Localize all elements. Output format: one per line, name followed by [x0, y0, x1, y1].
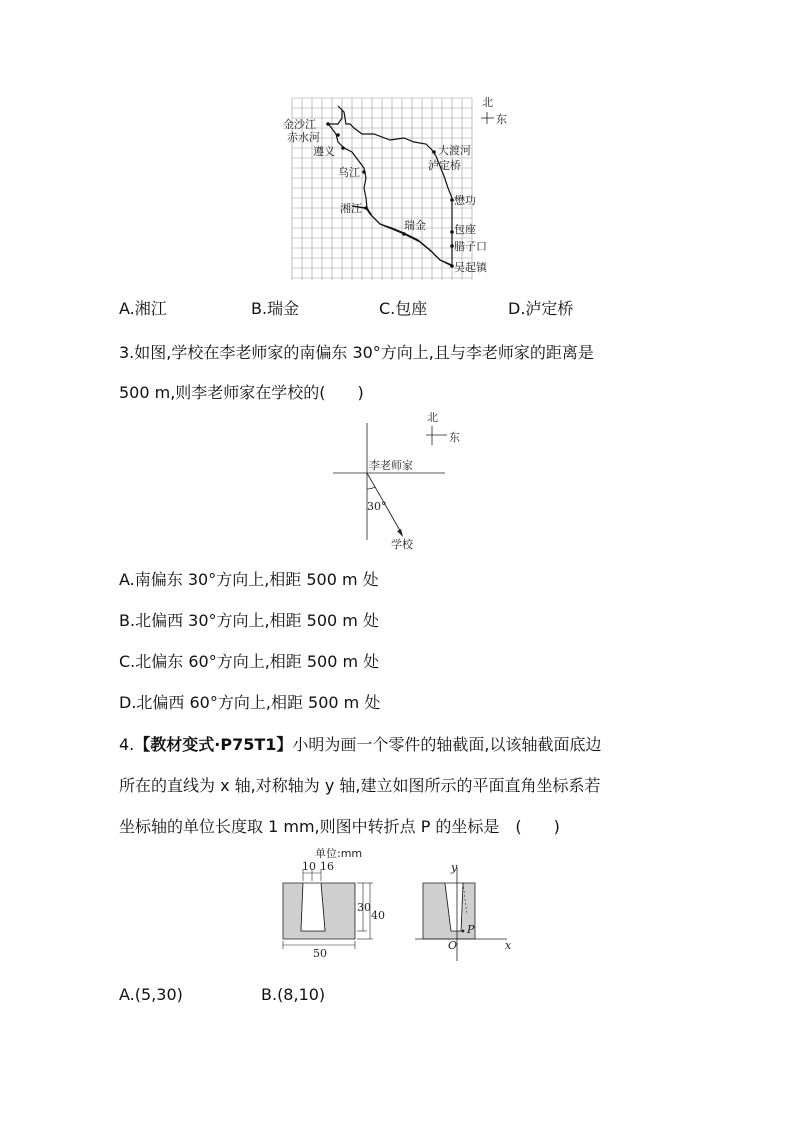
q3-option-c[interactable]: C.北偏东 60°方向上,相距 500 m 处 — [119, 652, 380, 671]
place-ludingqiao: 泸定桥 — [428, 159, 461, 172]
q2-option-b[interactable]: B.瑞金 — [251, 299, 300, 318]
q3-option-d[interactable]: D.北偏西 60°方向上,相距 500 m 处 — [119, 693, 381, 712]
q4-number: 4. — [119, 735, 135, 754]
q4-unit-label: 单位:mm — [315, 847, 363, 860]
q3-stem-line1: 3.如图,学校在李老师家的南偏东 30°方向上,且与李老师家的距离是 — [119, 343, 594, 362]
q4-stem-line1 — [119, 732, 601, 755]
q4-left-part — [283, 883, 355, 939]
q4-option-b[interactable]: B.(8,10) — [261, 985, 326, 1004]
place-baozuo: 包座 — [454, 223, 476, 236]
q4-x-label: x — [505, 939, 512, 952]
q3-stem-line2: 500 m,则李老师家在学校的( ) — [119, 383, 364, 402]
place-maogong: 懋功 — [454, 194, 476, 207]
q3-compass — [426, 411, 460, 445]
q4-p-label: P — [467, 923, 475, 936]
q4-source-tag: 【教材变式·P75T1】 — [134, 735, 293, 754]
map-compass — [481, 96, 507, 126]
svg-text:东: 东 — [449, 431, 460, 444]
place-jinshajiang: 金沙江 — [283, 118, 316, 131]
q4-y-label: y — [451, 861, 458, 874]
q2-option-a[interactable]: A.湘江 — [119, 299, 167, 318]
place-lazikou: 腊子口 — [454, 240, 487, 253]
q4-dim-30: 30 — [357, 901, 371, 914]
q3-school-label: 学校 — [391, 538, 413, 551]
q3-option-b[interactable]: B.北偏西 30°方向上,相距 500 m 处 — [119, 611, 379, 630]
q3-direction-figure — [325, 405, 475, 553]
svg-text:东: 东 — [496, 113, 507, 126]
q3-angle-label: 30° — [367, 500, 387, 513]
long-march-map — [280, 90, 520, 285]
place-zunyi: 遵义 — [313, 145, 335, 158]
q3-angle-arc — [367, 487, 375, 489]
q4-stem-text: 小明为画一个零件的轴截面,以该轴截面底边 — [292, 735, 602, 754]
q2-option-d[interactable]: D.泸定桥 — [508, 299, 574, 318]
q3-option-a[interactable]: A.南偏东 30°方向上,相距 500 m 处 — [119, 570, 379, 589]
q4-option-a[interactable]: A.(5,30) — [119, 985, 183, 1004]
q4-stem-line2: 所在的直线为 x 轴,对称轴为 y 轴,建立如图所示的平面直角坐标系若 — [119, 776, 601, 795]
place-wuqizhen: 吴起镇 — [454, 261, 487, 274]
q4-stem-line3: 坐标轴的单位长度取 1 mm,则图中转折点 P 的坐标是 ( ) — [119, 817, 560, 836]
place-daduhe: 大渡河 — [438, 144, 471, 157]
q3-arrow-head — [397, 529, 403, 537]
svg-text:北: 北 — [482, 96, 493, 109]
q2-option-c[interactable]: C.包座 — [379, 299, 428, 318]
q4-part-figures — [275, 845, 525, 963]
map-place-dots — [326, 122, 454, 268]
q4-origin-label: O — [448, 939, 458, 952]
q3-home-label: 李老师家 — [369, 459, 413, 472]
svg-text:北: 北 — [427, 411, 438, 424]
place-xiangjiang: 湘江 — [340, 202, 362, 215]
map-grid — [292, 98, 472, 280]
place-chishuihe: 赤水河 — [287, 131, 320, 144]
q4-dim-40: 40 — [371, 909, 385, 922]
q4-dim-16: 16 — [320, 860, 334, 873]
q4-dim-50: 50 — [313, 947, 327, 960]
q4-dim-10: 10 — [302, 860, 316, 873]
place-ruijin: 瑞金 — [404, 219, 426, 232]
q4-point-p — [462, 930, 465, 933]
place-wujiang: 乌江 — [338, 166, 360, 179]
march-route-full — [328, 106, 452, 266]
